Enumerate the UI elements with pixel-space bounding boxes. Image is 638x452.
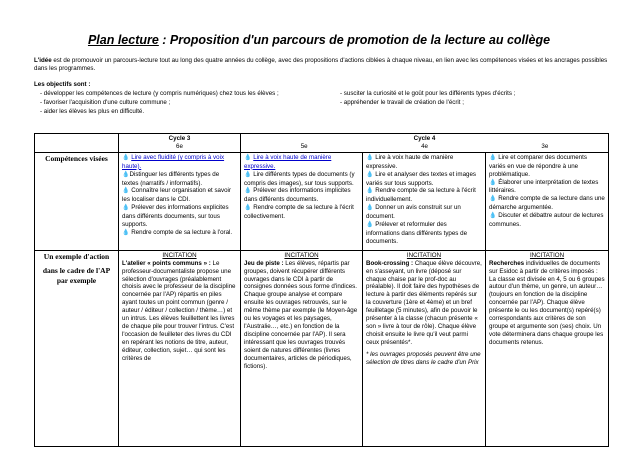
example-cell-6: INCITATION L'atelier « points communs » : Le professeur-documentaliste propose une sélection d'ouvrages (préalablement choisis avec le professeur de la discipline concernée par l'AP) répartis en piles ayant toutes un point commun (genre / auteur / éditeur / collection / thème…) et un intrus. Les élèves feuillettent les livres de chaque pile pour trouver l'intrus. C'est l'occasion de feuilleter des livres du CDI en repérant les notions de titre, auteur, éditeur, collection, sujet… qui sont les critères de xyxy=(119,250,241,446)
footnote: * les ouvrages proposés peuvent être une sélection de titres dans le cadre d'un Prix xyxy=(366,350,481,366)
cycle3-label: Cycle 3 xyxy=(168,135,191,142)
level-4: 4e xyxy=(421,142,428,150)
incitation-heading: INCITATION xyxy=(284,251,319,259)
cycle3-header xyxy=(119,134,241,153)
drop-icon: 💧 xyxy=(244,154,252,161)
list-item: 💧 Lire à voix haute de manière expressive. xyxy=(366,153,454,170)
drop-icon: 💧 xyxy=(489,213,497,220)
drop-icon: 💧 xyxy=(244,188,252,195)
incitation-heading: INCITATION xyxy=(529,251,565,259)
intro-paragraph xyxy=(34,57,608,73)
objectives-left xyxy=(40,89,279,116)
competences-cell-4 xyxy=(363,152,486,250)
list-item: 💧 Prélever des informations explicites dans différents documents, sur tous supports. xyxy=(122,204,229,229)
page-title xyxy=(0,33,638,47)
list-item: 💧 Rendre compte de sa lecture à l'oral. xyxy=(122,228,233,236)
list-item: 💧 Rendre compte de sa lecture dans une démarche argumentée. xyxy=(489,195,605,212)
competences-cell-3 xyxy=(486,152,609,250)
drop-icon: 💧 xyxy=(122,171,130,178)
list-item: 💧 Connaître leur organisation et savoir les localiser dans le CDI. xyxy=(122,187,231,204)
competences-cell-5 xyxy=(241,152,363,250)
drop-icon: 💧 xyxy=(122,205,130,212)
drop-icon: 💧 xyxy=(366,171,374,178)
example-cell-3: INCITATION Recherches individuelles de documents sur Esidoc à partir de critères imposés : La classe est divisée en 4, 5 ou 6 groupes autour d'un thème, un genre, un auteur… (toujours en fonction de la discipline concernée par l'AP). Chaque élève présente le ou les document(s) repéré(s) correspondants aux critères de son groupe et argumente son (ses) choix. Un vote déterminera dans chaque groupe les documents retenus. xyxy=(486,250,609,446)
example-row xyxy=(35,250,609,446)
competences-row xyxy=(35,152,609,250)
level-6: 6e xyxy=(176,142,183,150)
objective-item: - susciter la curiosité et le goût pour les différents types d'écrits ; xyxy=(340,90,516,97)
incitation-heading: INCITATION xyxy=(406,251,442,259)
drop-icon: 💧 xyxy=(489,154,497,161)
list-item: 💧 Discuter et débattre autour de lectures communes. xyxy=(489,212,604,229)
drop-icon: 💧 xyxy=(366,222,374,229)
list-item: 💧 Lire différents types de documents (y compris des images), sur tous supports. xyxy=(244,170,355,187)
objective-item: - favoriser l'acquisition d'une culture commune ; xyxy=(40,99,171,106)
example-cell-5: INCITATION Jeu de piste : Les élèves, répartis par groupes, doivent récupérer différents ouvrages dans le CDI à partir de consignes données sous forme d'indices. Chaque groupe analyse et compare ensuite les ouvrages retrouvés, sur le même thème par exemple (le Moyen-âge ou les voyages et les paysages, l'Australie…, etc.) en fonction de la discipline concernée par l'AP). Il sera intéressant que les ouvrages trouvés soient de natures différentes (livres documentaires, articles de périodiques, fictions). xyxy=(241,250,363,446)
list-item: 💧 Donner un avis construit sur un document. xyxy=(366,204,461,221)
drop-icon: 💧 xyxy=(244,205,252,212)
table-header-row xyxy=(35,134,609,153)
competences-cell-6 xyxy=(119,152,241,250)
list-item: 💧 Lire et analyser des textes et images variés sur tous supports. xyxy=(366,170,476,187)
drop-icon: 💧 xyxy=(366,154,374,161)
list-item: 💧 Lire et comparer des documents variés en vue de répondre à une problématique. xyxy=(489,153,587,178)
level-5: 5e xyxy=(300,142,308,150)
objective-item: - développer les compétences de lecture (y compris numériques) chez tous les élèves ; xyxy=(40,90,279,97)
objective-item: - aider les élèves les plus en difficulté. xyxy=(40,108,145,115)
lecture-table xyxy=(34,133,609,447)
drop-icon: 💧 xyxy=(122,154,130,161)
intro-label: L'idée xyxy=(34,57,52,64)
title-prefix: Plan lecture xyxy=(87,33,159,47)
drop-icon: 💧 xyxy=(122,229,130,236)
drop-icon: 💧 xyxy=(244,171,252,178)
drop-icon: 💧 xyxy=(366,188,374,195)
example-cell-4: INCITATION Book-crossing : Chaque élève découvre, en s'asseyant, un livre (déposé sur chaque chaise par le prof-doc au préalable). Il doit faire des hypothèses de lecture à partir des éléments repérés sur la couverture (1ère et 4ème) et un bref feuilletage (5 minutes), afin de pouvoir le présenter à la classe (chacun présente « son » livre à tour de rôle). Chaque élève choisit ensuite le livre qu'il veut parmi ceux présentés*. * les ouvrages proposés peuvent être une sélection de titres dans le cadre d'un Prix xyxy=(363,250,486,446)
list-item: 💧 Élaborer une interprétation de textes littéraires. xyxy=(489,178,599,195)
objectives-title: Les objectifs sont : xyxy=(34,81,91,88)
objectives-right xyxy=(340,89,515,107)
drop-icon: 💧 xyxy=(489,179,497,186)
list-item: 💧 Prélever et reformuler des informations dans différents types de documents. xyxy=(366,221,468,245)
drop-icon: 💧 xyxy=(122,188,130,195)
cycle4-header xyxy=(241,134,609,153)
list-item: 💧 Rendre compte de sa lecture à l'écrit collectivement. xyxy=(244,204,354,221)
level-3: 3e xyxy=(541,142,549,150)
cycle4-levels xyxy=(244,143,605,151)
list-item: 💧 Lire avec fluidité (y compris à voix haute). xyxy=(122,153,225,170)
example-label: Un exemple d'action dans le cadre de l'AP par exemple xyxy=(35,250,119,446)
cycle4-label: Cycle 4 xyxy=(413,135,436,142)
title-rest: : Proposition d'un parcours de promotion de la lecture au collège xyxy=(158,33,551,47)
drop-icon: 💧 xyxy=(366,205,374,212)
list-item: 💧Distinguer les différents types de textes (narratifs / informatifs). xyxy=(122,170,220,187)
list-item: 💧 Lire à voix haute de manière expressive. xyxy=(244,153,332,170)
objective-item: - appréhender le travail de création de l'écrit ; xyxy=(340,99,464,106)
list-item: 💧 Prélever des informations implicites dans différents documents. xyxy=(244,187,351,204)
competences-label: Compétences visées xyxy=(35,152,119,250)
intro-text: est de promouvoir un parcours-lecture tout au long des quatre années du collège, avec des propositions d'actions ciblées à chaque niveau, en lien avec les compétences visées et les ancrages possibles dans les programmes. xyxy=(34,57,608,72)
empty-header-cell xyxy=(35,134,119,153)
drop-icon: 💧 xyxy=(489,196,497,203)
incitation-heading: INCITATION xyxy=(162,251,197,259)
list-item: 💧 Rendre compte de sa lecture à l'écrit individuellement. xyxy=(366,187,476,204)
